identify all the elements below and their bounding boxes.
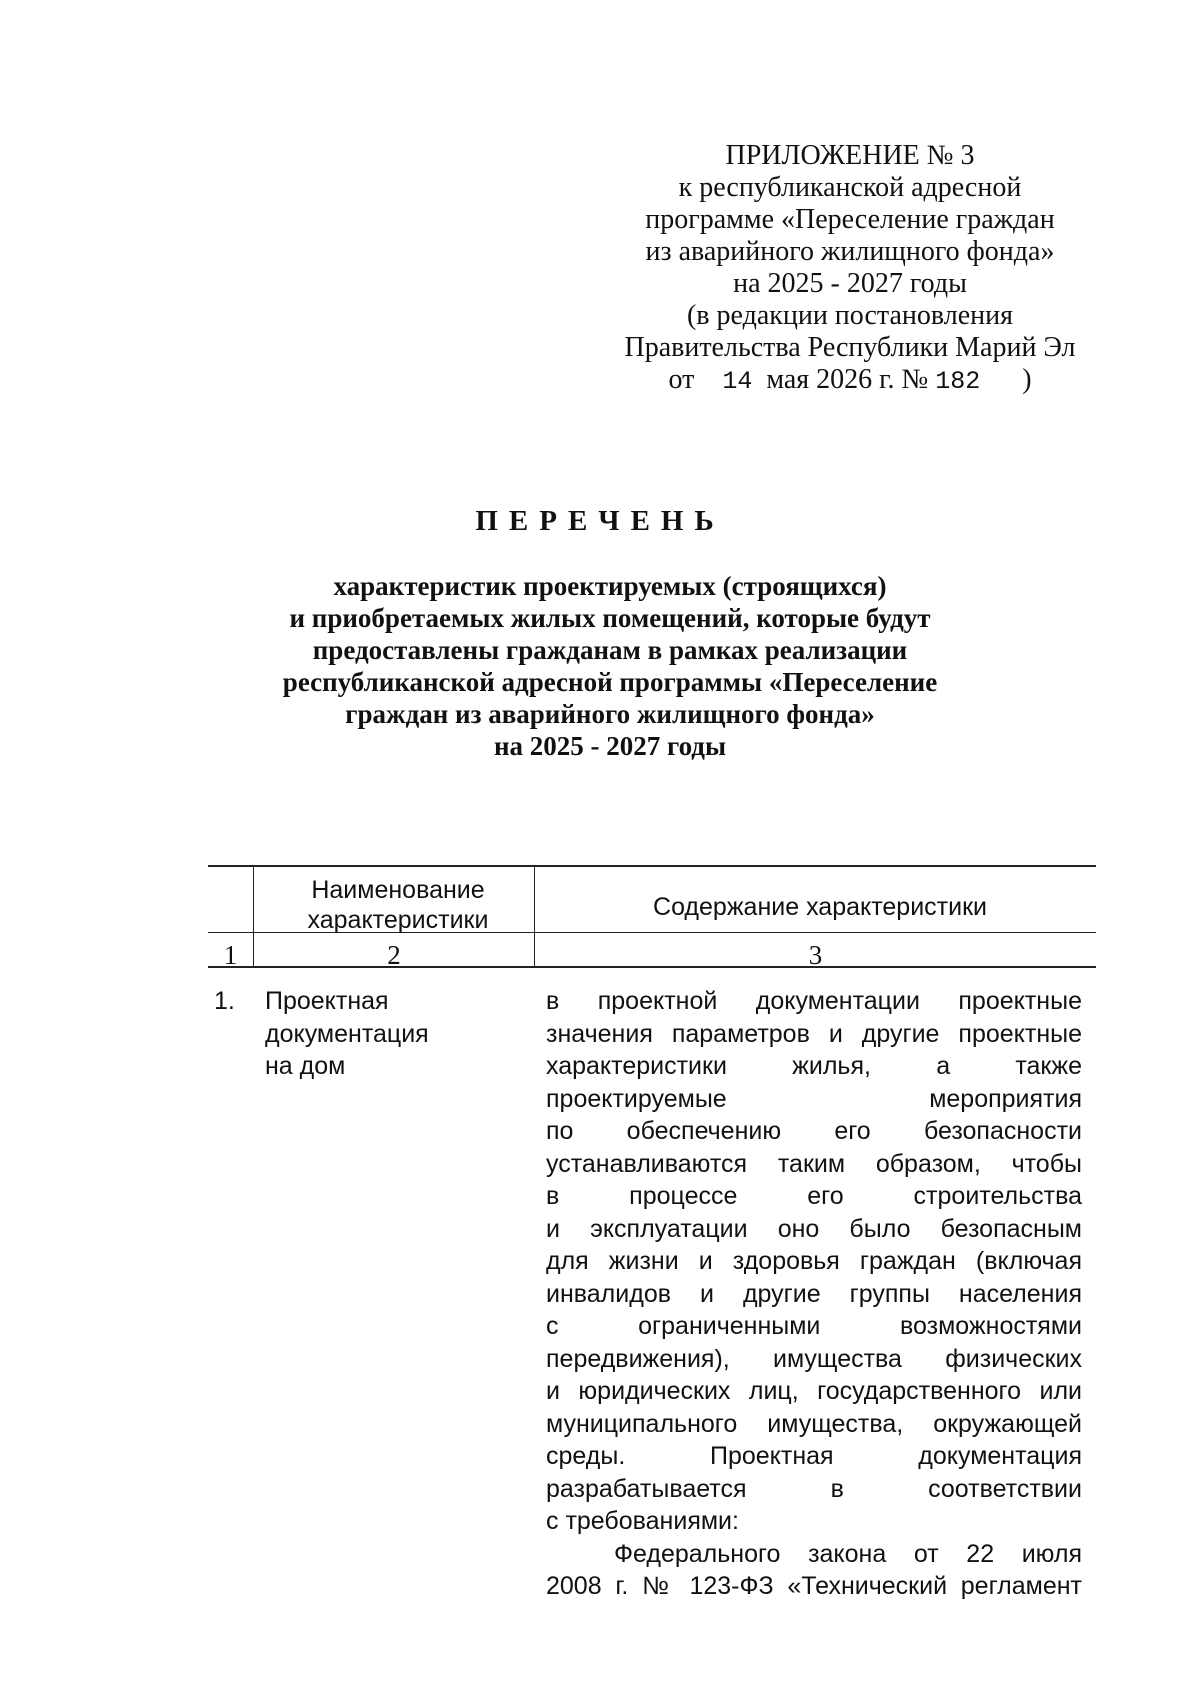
date-day: 14 — [722, 367, 753, 396]
continuation-line: Федерального закона от 22 июля — [614, 1539, 1082, 1568]
row-name-line: на дом — [265, 1052, 346, 1080]
content-line: устанавливаются таким образом, чтобы — [546, 1149, 1082, 1178]
row-characteristic-name — [265, 985, 505, 1083]
date-text: мая 2026 г. № — [766, 364, 929, 395]
table-top-rule — [208, 865, 1096, 867]
header-characteristic-content: Содержание характеристики — [653, 893, 987, 921]
row-name-line: Проектная — [265, 987, 389, 1015]
appendix-title: ПРИЛОЖЕНИЕ № 3 — [725, 140, 975, 171]
appendix-block — [600, 140, 1100, 398]
subtitle-line: на 2025 - 2027 годы — [493, 731, 727, 761]
appendix-line: из аварийного жилищного фонда» — [645, 236, 1055, 267]
appendix-line: (в редакции постановления — [686, 300, 1014, 331]
appendix-line: Правительства Республики Марий Эл — [624, 332, 1076, 363]
date-prefix: от — [668, 364, 695, 395]
appendix-line: к республиканской адресной — [678, 172, 1022, 203]
content-line: проектируемые мероприятия — [546, 1084, 1082, 1113]
subtitle-line: республиканской адресной программы «Переселение — [282, 667, 938, 697]
content-line: среды. Проектная документация — [546, 1442, 1082, 1470]
subtitle-line: и приобретаемых жилых помещений, которые будут — [289, 603, 931, 633]
header-characteristic-name — [258, 875, 538, 935]
column-number-3: 3 — [808, 940, 823, 970]
content-line: с требованиями: — [546, 1507, 739, 1535]
content-line: в процессе его строительства — [546, 1182, 1082, 1210]
subtitle-line: граждан из аварийного жилищного фонда» — [345, 699, 875, 729]
closing-paren: ) — [1022, 364, 1032, 395]
content-line: и юридических лиц, государственного или — [546, 1377, 1082, 1405]
content-line: муниципального имущества, окружающей — [546, 1409, 1082, 1438]
subtitle-line: характеристик проектируемых (строящихся) — [333, 571, 887, 601]
continuation-line: 2008 г. № 123-ФЗ «Технический регламент — [546, 1572, 1082, 1600]
row-name-line: документация — [265, 1019, 429, 1048]
content-line: для жизни и здоровья граждан (включая — [546, 1247, 1082, 1275]
content-line: и эксплуатации оно было безопасным — [546, 1214, 1082, 1243]
decree-number: 182 — [935, 367, 981, 396]
content-line: разрабатывается в соответствии — [546, 1474, 1082, 1503]
row-number: 1. — [214, 987, 235, 1015]
content-line: передвижения), имущества физических — [546, 1344, 1082, 1373]
column-number-1: 1 — [223, 940, 238, 970]
subtitle-line: предоставлены гражданам в рамках реализации — [312, 635, 908, 665]
content-line: характеристики жилья, а также — [546, 1052, 1082, 1080]
content-line: по обеспечению его безопасности — [546, 1117, 1082, 1145]
decree-date-line — [600, 364, 1100, 398]
content-line: с ограниченными возможностями — [546, 1312, 1082, 1340]
content-line: инвалидов и другие группы населения — [546, 1279, 1082, 1308]
content-line: в проектной документации проектные — [546, 987, 1082, 1015]
row-characteristic-content — [546, 985, 1082, 1603]
document-title: ПЕРЕЧЕНЬ — [475, 505, 725, 537]
appendix-line: программе «Переселение граждан — [645, 204, 1055, 235]
document-subtitle — [200, 570, 1020, 762]
header-name-line: Наименование — [311, 876, 485, 904]
content-line: значения параметров и другие проектные — [546, 1019, 1082, 1048]
appendix-line: на 2025 - 2027 годы — [733, 268, 967, 299]
column-number-2: 2 — [387, 940, 401, 970]
header-name-line: характеристики — [307, 906, 489, 934]
